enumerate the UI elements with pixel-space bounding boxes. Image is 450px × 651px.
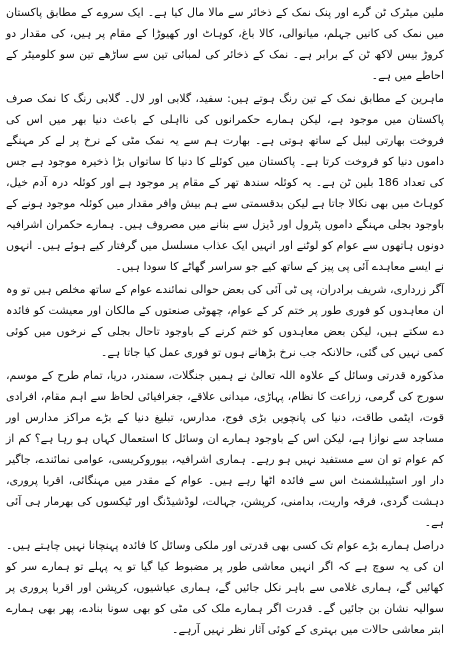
paragraph-conclusion: دراصل ہمارے بڑے عوام تک کسی بھی قدرتی اور ملکی وسائل کا فائدہ پہنچانا نہیں چاہتے ہیں۔ ان کی یہ سوچ ہے کہ اگر انہیں معاشی طور پر مضبوط کیا گیا تو یہ پہلے تو ہمارے سر کو کھائیں گے، ہماری غلامی سے باہر نکل جائیں گے، ہماری عیاشیوں، کرپشن اور اقربا پروری پر سوالیہ نشان بن جائیں گے۔ قدرت اگر ہمارے ملک کی مٹی کو بھی سونا بنادے، پھر بھی ہمارے ابتر معاشی حالات میں بہتری کے کوئی آثار نظر نہیں آرہے۔ <box>6 539 444 636</box>
paragraph-natural-resources: مذکورہ قدرتی وسائل کے علاوہ اللہ تعالیٰ نے ہمیں جنگلات، سمندر، دریا، تمام طرح کے موسم، سورج کی گرمی، زراعت کا نظام، پہاڑی، میدانی علاقے، جغرافیائی لحاظ سے اہم مقام، افرادی قوت، ایٹمی طاقت، دنیا کی پانچویں بڑی فوج، مدارس، تبلیغ دنیا کے بڑے مراکز مدارس اور مساجد سے نوازا ہے، لیکن اس کے باوجود ہمارے ان وسائل کا استعمال کہاں ہو رہا ہے؟ کم از کم عوام تو ان سے مستفید نہیں ہو رہے۔ ہماری اشرافیہ، بیوروکریسی، عوامی نمائندے، جاگیر دار اور اسٹیبلشمنٹ اس سے فائدہ اٹھا رہے ہیں۔ عوام کے مقدر میں مہنگائی، اقربا پروری، دہشت گردی، فرقہ واریت، بدامنی، کرپشن، جہالت، لوڈشیڈنگ اور ٹیکسوں کی بھرمار ہی آئی ہے۔ <box>6 369 444 529</box>
paragraph-ipp-agreements: آگر زرداری، شریف برادران، پی ٹی آئی کی بعض حوالی نمائندے عوام کے ساتھ مخلص ہیں تو وہ ان معاہدوں کو فوری طور پر ختم کر کے عوام، چھوٹی صنعتوں کے مالکان اور معیشت کو فائدہ دے سکتے ہیں، لیکن بعض معاہدوں کو ختم کرنے کے باوجود تاحال بجلی کے نرخوں میں کوئی کمی نہیں کی گئی، حالانکہ جب نرخ بڑھانے ہوں تو فوری عمل کیا جاتا ہے۔ <box>6 283 444 359</box>
paragraph-salt-reserves: ملین میٹرک ٹن گرے اور پنک نمک کے ذخائر سے مالا مال کیا ہے۔ ایک سروے کے مطابق پاکستان میں نمک کی کانیں جہلم، میانوالی، کالا باغ، کوہاٹ اور کھیوڑا کے مقام پر ہیں، کی مقدار دو کروڑ بیس لاکھ ٹن کے برابر ہے۔ نمک کے ذخائر کی لمبائی تین سے ساڑھے تین سو کلومیٹر کے احاطے میں ہے۔ <box>6 6 444 82</box>
paragraph-pink-salt-and-coal: ماہرین کے مطابق نمک کے تین رنگ ہوتے ہیں: سفید، گلابی اور لال۔ گلابی رنگ کا نمک صرف پاکستان میں موجود ہے، لیکن ہمارے حکمرانوں کی نااہلی کے باعث دنیا بھر میں اس کی فروخت بھارتی لیبل کے ساتھ ہوتی ہے۔ بھارت ہم سے یہ نمک مٹی کے نرخ پر لے کر مہنگے داموں دنیا کو فروخت کرتا ہے۔ پاکستان میں کوئلے کا دنیا کا ساتواں بڑا ذخیرہ موجود ہے جس کی تعداد 186 بلین ٹن ہے۔ یہ کوئلہ سندھ تھر کے مقام پر موجود ہے اور کوئلہ درہ آدم خیل، کوہاٹ میں بھی نکالا جاتا ہے لیکن بدقسمتی سے ہم بیش وافر مقدار میں کوئلہ موجود ہونے کے باوجود بجلی مہنگے داموں پٹرول اور ڈیزل سے بنانے میں مصروف ہیں۔ ہمارے حکمران اشرافیہ دونوں ہاتھوں سے عوام کو لوٹنے اور انہیں ایک عذاب مسلسل میں گرفتار کیے ہوئے ہیں۔ انہوں نے ایسے معاہدے آئی پی پیز کے ساتھ کیے جو سراسر گھاٹے کا سودا ہیں۔ <box>6 92 445 273</box>
